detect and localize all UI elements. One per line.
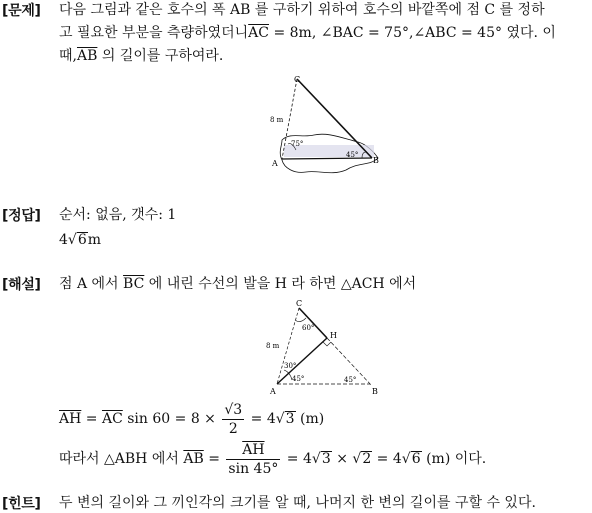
explanation-section xyxy=(0,274,592,477)
label-angle-a: 75° xyxy=(291,140,304,148)
label-angle-a2: 45° xyxy=(292,375,305,383)
hint-section xyxy=(0,493,592,512)
answer-section xyxy=(0,205,592,265)
answer-line-1: 순서: 없음, 갯수: 1 xyxy=(59,207,177,223)
label-angle-b: 45° xyxy=(346,151,359,159)
label-8m: 8 m xyxy=(266,342,280,350)
fraction-sqrt3-over-2: $\frac{√3}{2}$ xyxy=(224,401,243,437)
right-angle-mark xyxy=(323,342,331,346)
problem-line-1: 다음 그림과 같은 호수의 폭 AB 를 구하기 위하여 호수의 바깥쪽에 점 C 를 정하 xyxy=(59,2,545,18)
problem-label: [문제] xyxy=(2,3,41,19)
lake-triangle-figure xyxy=(262,72,392,182)
point-a: A xyxy=(270,387,276,396)
side-ch xyxy=(299,308,327,338)
segment-bc: $\overline{BC}$ xyxy=(123,276,145,292)
equation-ah: $\overline{AH} = \overline{AC}$ sin 60 = 8 × $\frac{√3}{2}$ = 4√3 (m) xyxy=(59,401,325,437)
hint-line-1: 두 변의 길이와 그 끼인각의 크기를 알 때, 나머지 한 변의 길이를 구할 수 있다. xyxy=(59,495,536,511)
equation-ab: 따라서 △ABH 에서 $\overline{AB}$ = $\frac{\overline{AH}}{\sin 45^\circ}$ = 4√3 × √2 = 4√6 (m) 이다. xyxy=(59,441,487,477)
segment-ac: $\overline{AC}$ xyxy=(248,25,269,41)
perpendicular-figure xyxy=(262,298,392,398)
explanation-line-1: 점 A 에서 $\overline{BC}$ 에 내린 수선의 발을 H 라 하면 △ACH 에서 xyxy=(59,276,417,292)
problem-section xyxy=(0,0,592,180)
label-angle-a1: 30° xyxy=(284,362,297,370)
point-b: B xyxy=(373,156,379,165)
problem-line-2: 고 필요한 부분을 측량하였더니$\overline{AC} = 8m$, ∠BAC = 75°,∠ABC = 45° 였다. 이 xyxy=(59,25,556,41)
point-c: C xyxy=(296,299,303,308)
segment-ab: $\overline{AB}$ xyxy=(76,48,98,64)
hint-label: [힌트] xyxy=(2,496,41,512)
angle-arc-c xyxy=(295,318,306,322)
label-8m: 8 m xyxy=(270,116,284,124)
label-angle-c: 60° xyxy=(302,324,315,332)
point-h: H xyxy=(330,331,337,340)
answer-label: [정답] xyxy=(2,208,41,224)
fraction-ah-over-sin45: $\frac{\overline{AH}}{\sin 45^\circ}$ xyxy=(228,441,279,477)
side-ab xyxy=(282,158,372,159)
label-angle-b: 45° xyxy=(344,376,357,384)
answer-value: 4√6m xyxy=(59,232,102,248)
explanation-label: [해설] xyxy=(2,277,41,293)
point-a: A xyxy=(272,159,278,168)
point-b: B xyxy=(372,387,378,396)
point-c: C xyxy=(294,75,301,84)
problem-line-3: 때$,\overline{AB}$ 의 길이를 구하여라. xyxy=(59,48,224,64)
